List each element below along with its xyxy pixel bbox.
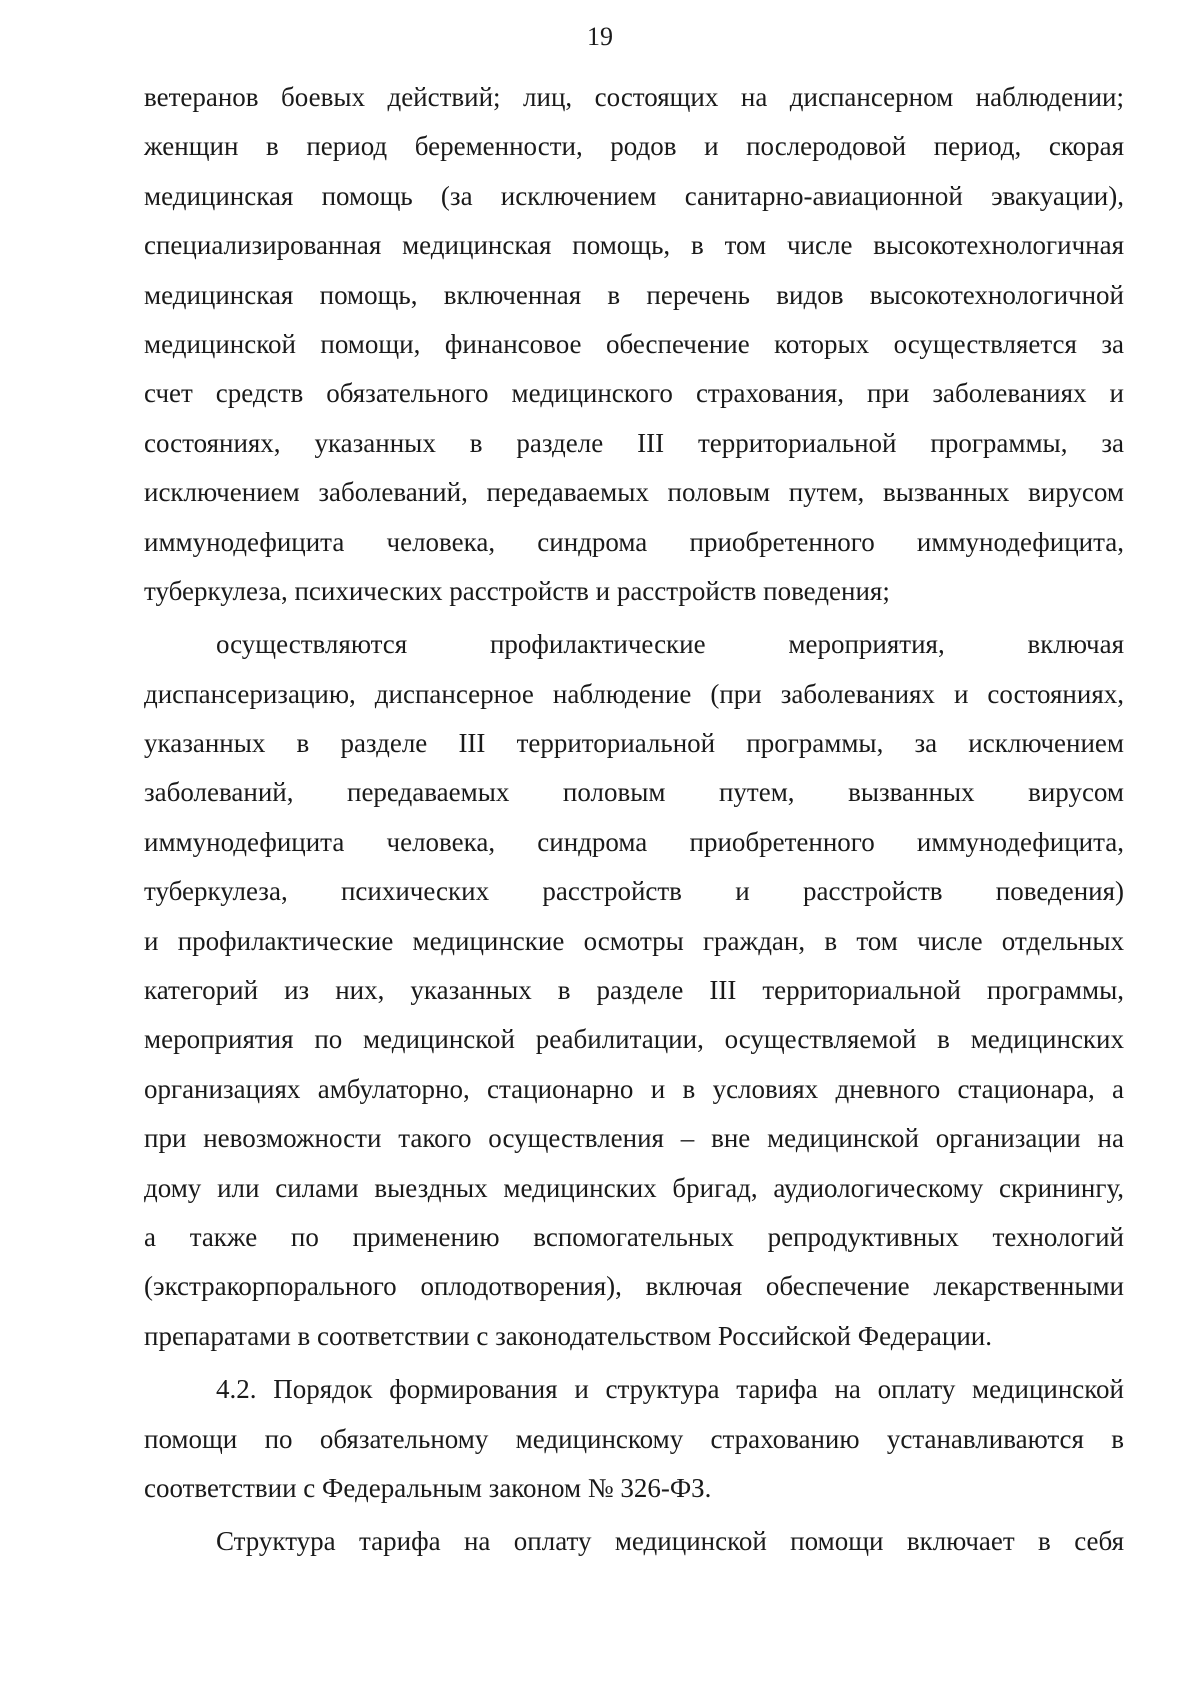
paragraph-start-line: Структура тарифа на оплату медицинской помощи включает в себя bbox=[216, 1526, 1124, 1557]
text-line: а также по применению вспомогательных репродуктивных технологий bbox=[144, 1221, 1124, 1252]
text-line: мероприятия по медицинской реабилитации, осуществляемой в медицинских bbox=[144, 1024, 1124, 1055]
paragraph-start-line: осуществляются профилактические мероприятия, включая bbox=[216, 629, 1124, 660]
text-line: диспансеризацию, диспансерное наблюдение (при заболеваниях и состояниях, bbox=[144, 678, 1124, 709]
text-line: туберкулеза, психических расстройств и расстройств поведения; bbox=[144, 575, 890, 606]
text-line: при невозможности такого осуществления – вне медицинской организации на bbox=[144, 1123, 1124, 1154]
text-line: ветеранов боевых действий; лиц, состоящих на диспансерном наблюдении; bbox=[144, 82, 1124, 112]
text-line: препаратами в соответствии с законодательством Российской Федерации. bbox=[144, 1320, 992, 1351]
text-line: (экстракорпорального оплодотворения), включая обеспечение лекарственными bbox=[144, 1271, 1124, 1302]
text-line: медицинской помощи, финансовое обеспечение которых осуществляется за bbox=[144, 328, 1124, 359]
text-line: специализированная медицинская помощь, в том числе высокотехнологичная bbox=[144, 230, 1124, 261]
section-heading-line: 4.2. Порядок формирования и структура тарифа на оплату медицинской bbox=[216, 1374, 1124, 1405]
text-line: иммунодефицита человека, синдрома приобретенного иммунодефицита, bbox=[144, 826, 1124, 857]
text-line: соответствии с Федеральным законом № 326-ФЗ. bbox=[144, 1472, 712, 1503]
text-line: исключением заболеваний, передаваемых половым путем, вызванных вирусом bbox=[144, 477, 1124, 508]
text-line: женщин в период беременности, родов и послеродовой период, скорая bbox=[144, 131, 1124, 162]
text-line: счет средств обязательного медицинского страхования, при заболеваниях и bbox=[144, 378, 1124, 409]
text-line: организациях амбулаторно, стационарно и в условиях дневного стационара, а bbox=[144, 1073, 1124, 1104]
text-line: медицинская помощь (за исключением санитарно-авиационной эвакуации), bbox=[144, 180, 1124, 211]
text-line: иммунодефицита человека, синдрома приобретенного иммунодефицита, bbox=[144, 526, 1124, 557]
text-line: медицинская помощь, включенная в перечень видов высокотехнологичной bbox=[144, 279, 1124, 310]
text-line: помощи по обязательному медицинскому страхованию устанавливаются в bbox=[144, 1423, 1124, 1454]
text-line: состояниях, указанных в разделе III территориальной программы, за bbox=[144, 427, 1124, 458]
text-line: указанных в разделе III территориальной программы, за исключением bbox=[144, 728, 1124, 759]
text-line: категорий из них, указанных в разделе III территориальной программы, bbox=[144, 975, 1124, 1006]
document-body bbox=[144, 73, 1124, 1567]
text-line: дому или силами выездных медицинских бригад, аудиологическому скринингу, bbox=[144, 1172, 1124, 1203]
text-line: заболеваний, передаваемых половым путем, вызванных вирусом bbox=[144, 777, 1124, 808]
text-line: и профилактические медицинские осмотры граждан, в том числе отдельных bbox=[144, 925, 1124, 956]
page-number: 19 bbox=[587, 22, 613, 51]
text-line: туберкулеза, психических расстройств и расстройств поведения) bbox=[144, 876, 1124, 907]
